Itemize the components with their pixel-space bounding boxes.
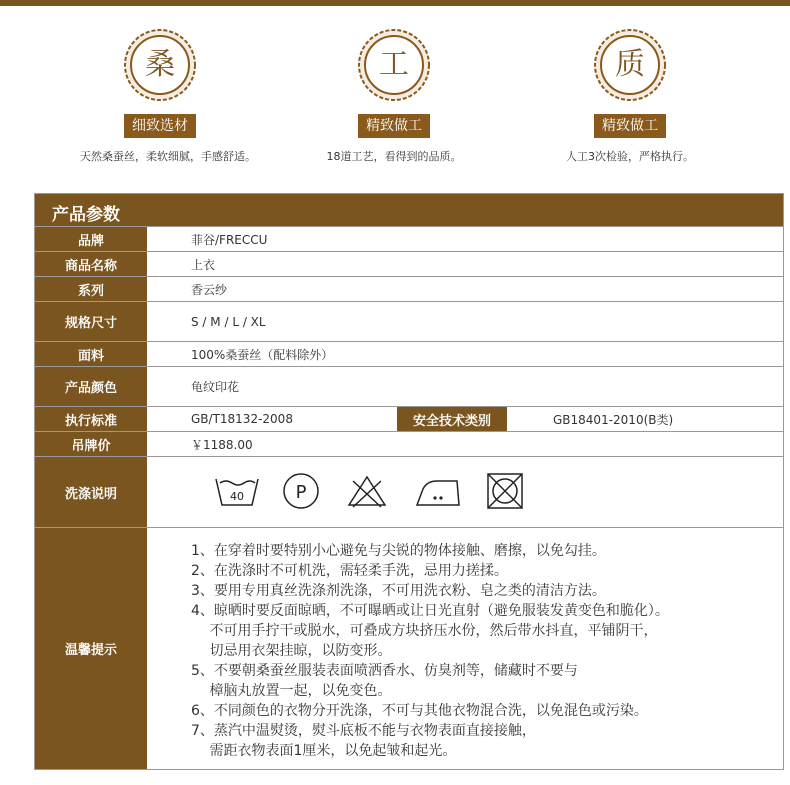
row-standard	[35, 406, 783, 431]
row-price	[35, 431, 783, 456]
feature-desc: 天然桑蚕丝，柔软细腻，手感舒适。	[80, 150, 256, 163]
tip-line: 樟脑丸放置一起，以免变色。	[191, 683, 392, 699]
row-brand	[35, 226, 783, 251]
no-tumble-dry-icon	[485, 471, 525, 511]
feature-desc: 18道工艺，看得到的品质。	[326, 150, 462, 163]
wash-40-icon	[213, 471, 261, 511]
tip-line: 5、不要朝桑蚕丝服装表面喷洒香水、仿臭剂等，储藏时不要与	[191, 663, 578, 679]
label-price: 吊牌价	[35, 432, 147, 456]
table-heading-text: 产品参数	[52, 205, 120, 225]
label-fabric: 面料	[35, 342, 147, 366]
dry-clean-letter: P	[295, 482, 307, 503]
tip-line: 切忌用衣架挂晾，以防变形。	[191, 643, 392, 659]
top-bar	[0, 0, 790, 6]
seal-icon	[357, 28, 431, 102]
wash-temp: 40	[230, 490, 244, 503]
tip-line: 3、要用专用真丝洗涤剂洗涤，不可用洗衣粉、皂之类的清洁方法。	[191, 583, 606, 599]
value-fabric: 100%桑蚕丝（配料除外）	[191, 347, 334, 362]
seal-char: 工	[379, 47, 409, 82]
tip-line: 2、在洗涤时不可机洗，需轻柔手洗，忌用力搓揉。	[191, 563, 508, 579]
row-wash	[35, 456, 783, 527]
tip-line: 1、在穿着时要特别小心避免与尖锐的物体接触、磨擦，以免勾挂。	[191, 543, 606, 559]
label-standard: 执行标准	[35, 407, 147, 431]
value-safety: GB18401-2010(B类)	[553, 412, 674, 427]
value-name: 上衣	[191, 257, 216, 272]
product-params-table	[34, 193, 784, 770]
seal-char: 桑	[145, 47, 175, 82]
value-size: S / M / L / XL	[191, 314, 266, 329]
feature-material	[80, 28, 256, 164]
label-color: 产品颜色	[35, 367, 147, 406]
tips-list	[191, 541, 669, 761]
feature-quality	[550, 28, 710, 164]
value-brand: 菲谷/FRECCU	[191, 232, 268, 247]
no-bleach-icon	[345, 471, 389, 511]
label-brand: 品牌	[35, 227, 147, 251]
seal-char: 质	[615, 47, 645, 82]
row-name	[35, 251, 783, 276]
label-series: 系列	[35, 277, 147, 301]
tip-line: 7、蒸汽中温熨烫，熨斗底板不能与衣物表面直接接触，	[191, 723, 536, 739]
iron-low-temp-icon	[413, 471, 463, 511]
feature-title: 细致选材	[124, 114, 196, 138]
label-tips: 温馨提示	[35, 528, 147, 769]
value-standard: GB/T18132-2008	[191, 412, 293, 426]
tip-line: 6、不同颜色的衣物分开洗涤，不可与其他衣物混合洗，以免混色或污染。	[191, 703, 648, 719]
feature-desc: 人工3次检验，严格执行。	[566, 150, 694, 163]
value-color: 龟纹印花	[191, 380, 240, 394]
tip-line: 需距衣物表面1厘米，以免起皱和起光。	[191, 743, 457, 759]
label-name: 商品名称	[35, 252, 147, 276]
feature-title: 精致做工	[594, 114, 666, 138]
tip-line: 不可用手拧干或脱水，可叠成方块挤压水份，然后带水抖直，平铺阴干，	[191, 623, 658, 639]
label-size: 规格尺寸	[35, 302, 147, 341]
feature-title: 精致做工	[358, 114, 430, 138]
row-color	[35, 366, 783, 406]
row-series	[35, 276, 783, 301]
row-size	[35, 301, 783, 341]
table-heading	[35, 194, 783, 226]
feature-craft	[314, 28, 474, 164]
label-wash: 洗涤说明	[35, 457, 147, 527]
row-fabric	[35, 341, 783, 366]
value-series: 香云纱	[191, 282, 228, 297]
label-safety: 安全技术类别	[397, 407, 507, 431]
row-tips	[35, 527, 783, 769]
seal-icon	[123, 28, 197, 102]
professional-dry-clean-p-icon	[281, 471, 321, 511]
tip-line: 4、晾晒时要反面晾晒，不可曝晒或让日光直射（避免服装发黄变色和脆化）。	[191, 603, 669, 619]
value-price: ￥1188.00	[191, 437, 253, 452]
seal-icon	[593, 28, 667, 102]
